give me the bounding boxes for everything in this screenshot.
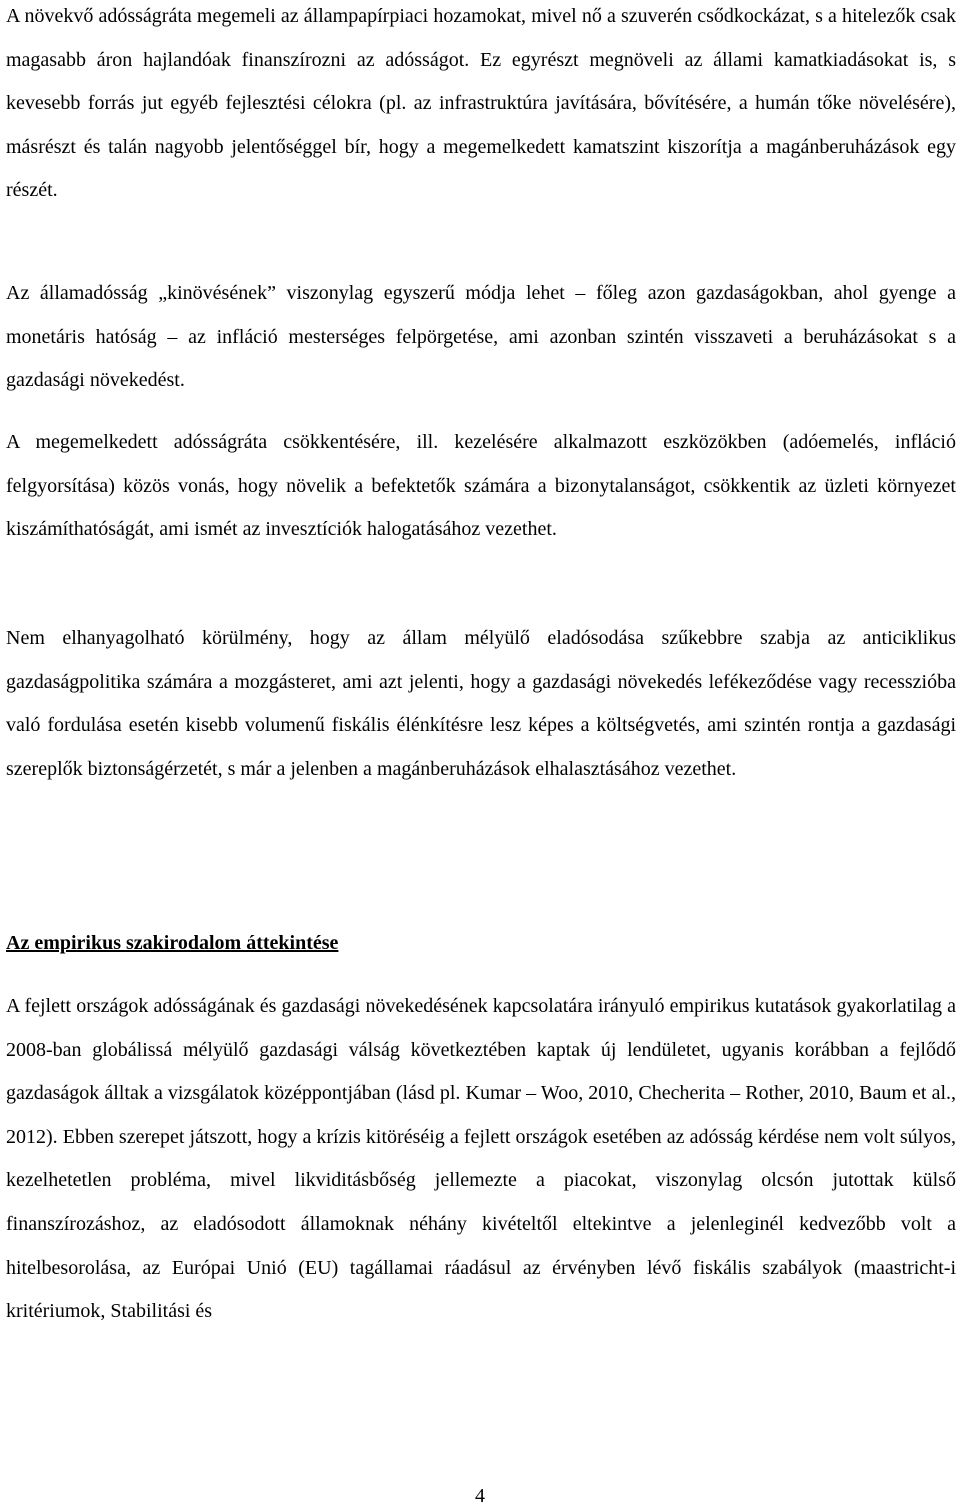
body-paragraph: Az államadósság „kinövésének” viszonylag egyszerű módja lehet – főleg azon gazdaságokban, ahol gyenge a monetáris hatóság – az infláció mesterséges felpörgetése, ami azonban szintén visszaveti a beruházásokat s a gazdasági növekedést.: [6, 282, 956, 392]
section-paragraph: A fejlett országok adósságának és gazdasági növekedésének kapcsolatára irányuló empirikus kutatások gyakorlatilag a 2008-ban globálissá mélyülő gazdasági válság következtében kaptak új lendületet, ugyanis korábban a fejlődő gazdaságok álltak a vizsgálatok középpontjában (lásd pl. Kumar – Woo, 2010, Checherita – Rother, 2010, Baum et al., 2012). Ebben szerepet játszott, hogy a krízis kitöréséig a fejlett országok esetében az adósság kérdése nem volt súlyos, kezelhetetlen probléma, mivel likviditásbőség jellemezte a piacokat, viszonylag olcsón jutottak külső finanszírozáshoz, az eladósodott államoknak néhány kivételtől eltekintve a jelenleginél kedvezőbb volt a hitelbesorolása, az Európai Unió (EU) tagállamai ráadásul az érvényben lévő fiskális szabályok (maastricht-i kritériumok, Stabilitási és: [6, 995, 956, 1323]
body-paragraph: A megemelkedett adósságráta csökkentésére, ill. kezelésére alkalmazott eszközökben (adóemelés, infláció felgyorsítása) közös vonás, hogy növelik a befektetők számára a bizonytalanságot, csökkentik az üzleti környezet kiszámíthatóságát, ami ismét az invesztíciók halogatásához vezethet.: [6, 431, 956, 541]
page-number: 4: [475, 1485, 485, 1507]
body-paragraph: Nem elhanyagolható körülmény, hogy az állam mélyülő eladósodása szűkebbre szabja az anticiklikus gazdaságpolitika számára a mozgásteret, ami azt jelenti, hogy a gazdasági növekedés lefékeződése vagy recesszióba való fordulása esetén kisebb volumenű fiskális élénkítésre lesz képes a költségvetés, ami szintén rontja a gazdasági szereplők biztonságérzetét, s már a jelenben a magánberuházások elhalasztásához vezethet.: [6, 627, 956, 780]
section-heading: Az empirikus szakirodalom áttekintése: [6, 932, 339, 954]
body-paragraph: A növekvő adósságráta megemeli az állampapírpiaci hozamokat, mivel nő a szuverén csődkockázat, s a hitelezők csak magasabb áron hajlandóak finanszírozni az adósságot. Ez egyrészt megnöveli az állami kamatkiadásokat is, s kevesebb forrás jut egyéb fejlesztési célokra (pl. az infrastruktúra javítására, bővítésére, a humán tőke növelésére), másrészt és talán nagyobb jelentőséggel bír, hogy a megemelkedett kamatszint kiszorítja a magánberuházások egy részét.: [6, 5, 956, 202]
